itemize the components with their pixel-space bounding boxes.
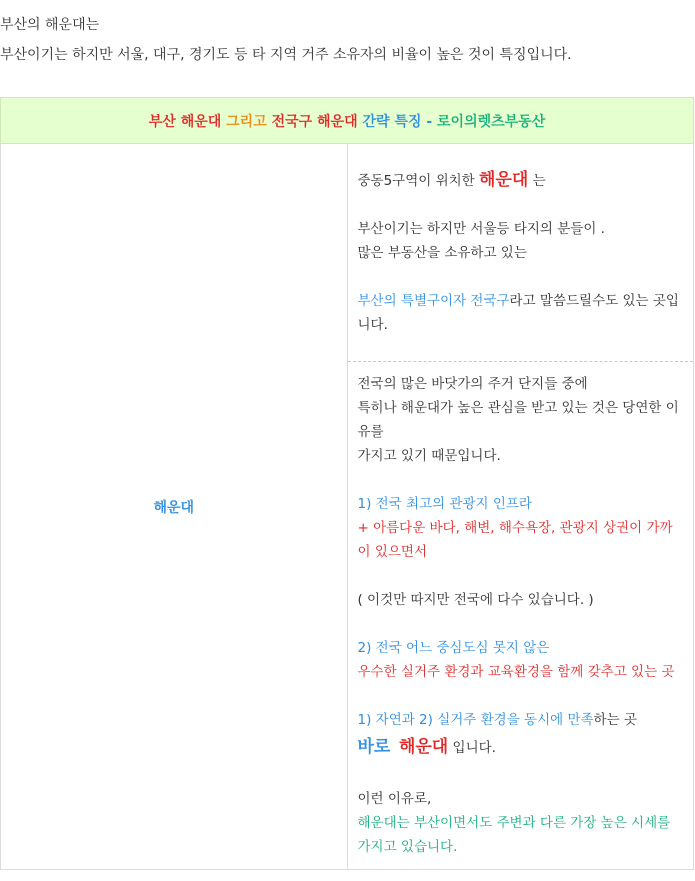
reason-3-line: 1) 자연과 2) 실거주 환경을 동시에 만족하는 곳 xyxy=(357,712,637,728)
bottom-para-3: 가지고 있기 때문입니다. xyxy=(357,448,501,464)
table-header-row xyxy=(1,98,694,144)
reason-2-detail: 우수한 실거주 환경과 교육환경을 함께 갖추고 있는 곳 xyxy=(357,664,675,680)
header-part-3: 전국구 해운대 xyxy=(271,113,358,130)
intro-text xyxy=(0,14,572,64)
header-part-5: 로이의렛츠부동산 xyxy=(437,113,546,130)
reason-2-title: 2) 전국 어느 중심도심 못지 않은 xyxy=(357,640,550,656)
reason-1-detail: + 아름다운 바다, 해변, 해수욕장, 관광지 상권이 가까이 있으면서 xyxy=(357,520,673,560)
table-row-top xyxy=(1,144,694,362)
top-line-2: 부산이기는 하지만 서울등 타지의 분들이 . xyxy=(357,221,605,237)
header-part-1: 부산 해운대 xyxy=(148,113,222,130)
header-part-4: 간략 특징 - xyxy=(357,113,438,130)
highlight-haeundae: 해운대 xyxy=(479,170,529,190)
closing-line-1: 이런 이유로, xyxy=(357,791,432,807)
intro-line-2: 부산이기는 하지만 서울, 대구, 경기도 등 타 지역 거주 소유자의 비율이 높은 것이 특징입니다. xyxy=(0,47,572,63)
table-header xyxy=(1,98,694,144)
top-line-3: 많은 부동산을 소유하고 있는 xyxy=(357,245,527,261)
bottom-para-1: 전국의 많은 바닷가의 주거 단지들 중에 xyxy=(357,376,588,392)
reason-1-title: 1) 전국 최고의 관광지 인프라 xyxy=(357,496,532,512)
closing-line-2: 해운대는 부산이면서도 주변과 다른 가장 높은 시세를 가지고 있습니다. xyxy=(357,815,671,855)
conclusion-line: 바로 해운대 입니다. xyxy=(357,737,496,757)
top-line-1: 중동5구역이 위치한 해운대 는 xyxy=(357,170,546,190)
bottom-para-2: 특히나 해운대가 높은 관심을 받고 있는 것은 당연한 이유를 xyxy=(357,400,679,440)
top-line-4: 부산의 특별구이자 전국구라고 말씀드릴수도 있는 곳입니다. xyxy=(357,293,679,333)
feature-table xyxy=(0,97,694,870)
row-label: 해운대 xyxy=(1,144,348,870)
intro-line-1: 부산의 해운대는 xyxy=(0,17,100,33)
note-line: ( 이것만 따지만 전국에 다수 있습니다. ) xyxy=(357,592,594,608)
content-cell-top xyxy=(347,144,694,362)
content-cell-bottom xyxy=(347,362,694,870)
header-part-2: 그리고 xyxy=(221,113,272,130)
